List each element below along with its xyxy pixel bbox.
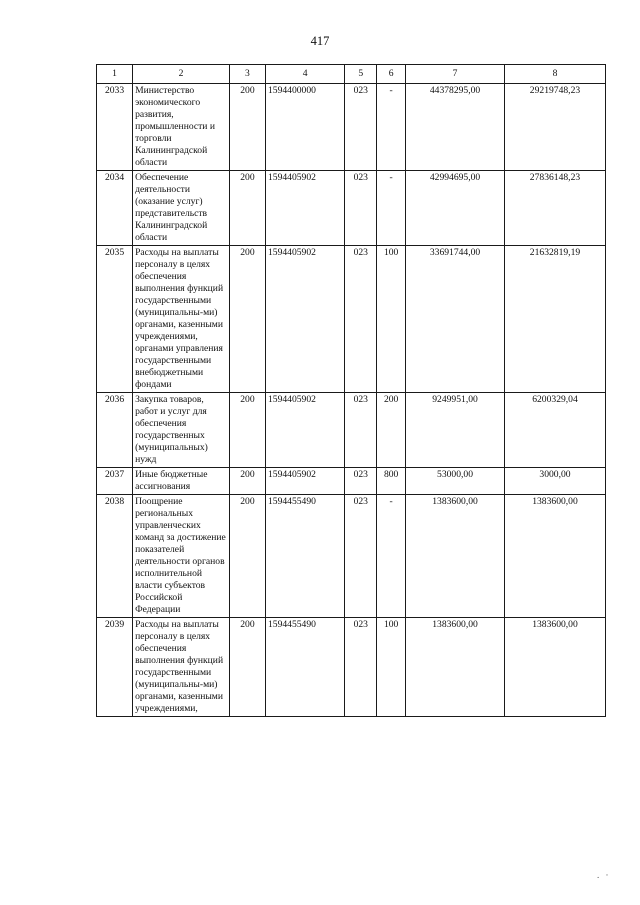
row-name: Обеспечение деятельности (оказание услуг) представительств Калининградской области xyxy=(133,171,230,246)
column-header: 2 xyxy=(133,65,230,84)
col4-value: 1594405902 xyxy=(265,171,344,246)
row-number: 2037 xyxy=(97,468,133,495)
row-name: Расходы на выплаты персоналу в целях обеспечения выполнения функций государственными (муниципальны-ми) органами, казенными учреждениями, органами управления государственными внебюджетными фондами xyxy=(133,246,230,393)
table-row xyxy=(97,84,606,171)
row-number: 2036 xyxy=(97,393,133,468)
col7-amount: 53000,00 xyxy=(406,468,505,495)
column-header: 3 xyxy=(229,65,265,84)
col6-value: - xyxy=(377,84,406,171)
row-name: Иные бюджетные ассигнования xyxy=(133,468,230,495)
col7-amount: 44378295,00 xyxy=(406,84,505,171)
table-row xyxy=(97,246,606,393)
col4-value: 1594455490 xyxy=(265,618,344,717)
table-row xyxy=(97,618,606,717)
row-number: 2034 xyxy=(97,171,133,246)
row-name: Расходы на выплаты персоналу в целях обеспечения выполнения функций государственными (муниципальны-ми) органами, казенными учреждениями, xyxy=(133,618,230,717)
col5-value: 023 xyxy=(345,618,377,717)
table-row xyxy=(97,393,606,468)
row-number: 2035 xyxy=(97,246,133,393)
col3-value: 200 xyxy=(229,171,265,246)
col6-value: 200 xyxy=(377,393,406,468)
col5-value: 023 xyxy=(345,84,377,171)
row-name: Закупка товаров, работ и услуг для обеспечения государственных (муниципальных) нужд xyxy=(133,393,230,468)
row-number: 2038 xyxy=(97,495,133,618)
col7-amount: 33691744,00 xyxy=(406,246,505,393)
column-header: 7 xyxy=(406,65,505,84)
table-row xyxy=(97,495,606,618)
col4-value: 1594405902 xyxy=(265,393,344,468)
row-number: 2033 xyxy=(97,84,133,171)
col7-amount: 9249951,00 xyxy=(406,393,505,468)
col5-value: 023 xyxy=(345,246,377,393)
col7-amount: 1383600,00 xyxy=(406,618,505,717)
budget-table xyxy=(96,64,606,717)
page-number: 417 xyxy=(310,34,330,48)
col3-value: 200 xyxy=(229,468,265,495)
margin-marks: . · xyxy=(597,870,611,880)
col4-value: 1594455490 xyxy=(265,495,344,618)
col3-value: 200 xyxy=(229,246,265,393)
col3-value: 200 xyxy=(229,495,265,618)
column-header: 5 xyxy=(345,65,377,84)
col4-value: 1594405902 xyxy=(265,468,344,495)
col3-value: 200 xyxy=(229,393,265,468)
row-name: Министерство экономического развития, промышленности и торговли Калининградской области xyxy=(133,84,230,171)
col5-value: 023 xyxy=(345,393,377,468)
row-number: 2039 xyxy=(97,618,133,717)
col7-amount: 1383600,00 xyxy=(406,495,505,618)
col8-amount: 21632819,19 xyxy=(504,246,605,393)
col5-value: 023 xyxy=(345,495,377,618)
column-header: 1 xyxy=(97,65,133,84)
col3-value: 200 xyxy=(229,84,265,171)
header-row xyxy=(97,65,606,84)
col6-value: 800 xyxy=(377,468,406,495)
column-header: 8 xyxy=(504,65,605,84)
col7-amount: 42994695,00 xyxy=(406,171,505,246)
col8-amount: 1383600,00 xyxy=(504,495,605,618)
col8-amount: 3000,00 xyxy=(504,468,605,495)
column-header: 6 xyxy=(377,65,406,84)
col5-value: 023 xyxy=(345,468,377,495)
col5-value: 023 xyxy=(345,171,377,246)
col8-amount: 1383600,00 xyxy=(504,618,605,717)
col6-value: - xyxy=(377,171,406,246)
column-header: 4 xyxy=(265,65,344,84)
col3-value: 200 xyxy=(229,618,265,717)
table-row xyxy=(97,468,606,495)
col4-value: 1594405902 xyxy=(265,246,344,393)
table-row xyxy=(97,171,606,246)
col6-value: 100 xyxy=(377,246,406,393)
col6-value: 100 xyxy=(377,618,406,717)
col8-amount: 6200329,04 xyxy=(504,393,605,468)
col8-amount: 27836148,23 xyxy=(504,171,605,246)
col8-amount: 29219748,23 xyxy=(504,84,605,171)
row-name: Поощрение региональных управленческих команд за достижение показателей деятельности органов исполнительной власти субъектов Российской Федерации xyxy=(133,495,230,618)
col4-value: 1594400000 xyxy=(265,84,344,171)
col6-value: - xyxy=(377,495,406,618)
